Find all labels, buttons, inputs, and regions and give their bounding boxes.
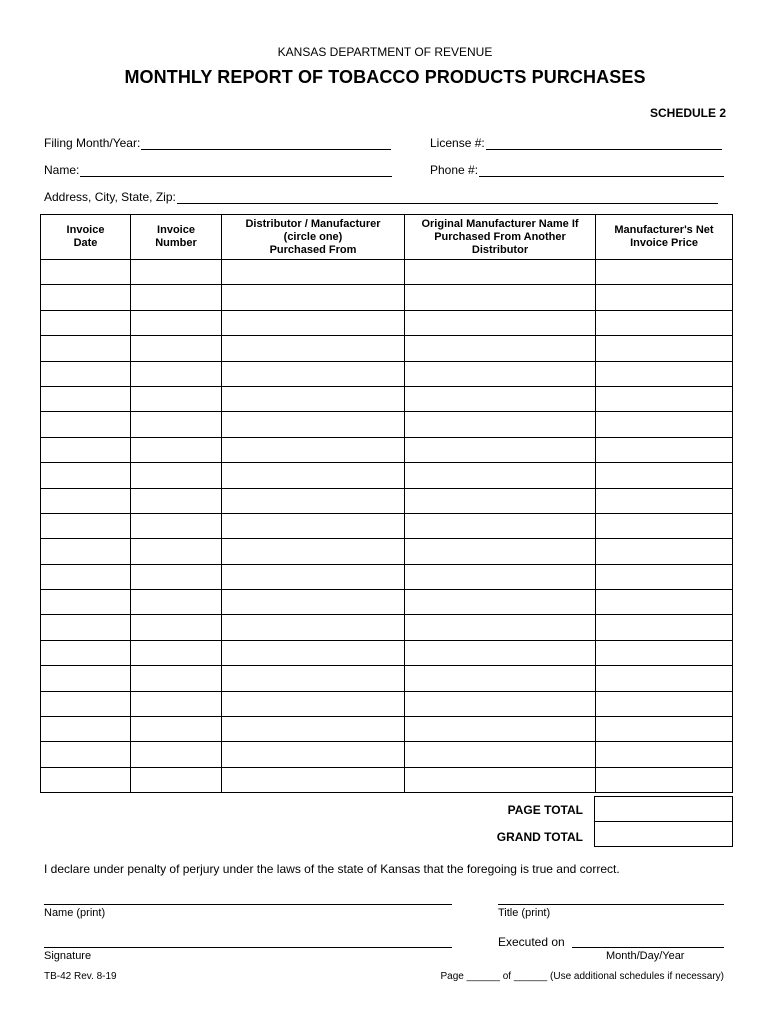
license-label: License #: bbox=[430, 136, 485, 150]
cell-distributor-manufacturer[interactable] bbox=[222, 463, 405, 488]
cell-distributor-manufacturer[interactable] bbox=[222, 691, 405, 716]
cell-invoice-date[interactable] bbox=[41, 361, 131, 386]
grand-total-box[interactable] bbox=[594, 821, 733, 847]
cell-invoice-number[interactable] bbox=[131, 463, 222, 488]
cell-invoice-date[interactable] bbox=[41, 539, 131, 564]
page-total-label: PAGE TOTAL bbox=[507, 803, 583, 817]
header-original-manufacturer: Original Manufacturer Name If Purchased From Another Distributor bbox=[405, 215, 596, 260]
cell-original-manufacturer[interactable] bbox=[405, 463, 596, 488]
table-header-row bbox=[41, 215, 733, 260]
phone-label: Phone #: bbox=[430, 163, 479, 177]
cell-invoice-date[interactable] bbox=[41, 615, 131, 640]
cell-distributor-manufacturer[interactable] bbox=[222, 361, 405, 386]
cell-net-invoice-price[interactable] bbox=[596, 386, 733, 411]
cell-original-manufacturer[interactable] bbox=[405, 564, 596, 589]
cell-net-invoice-price[interactable] bbox=[596, 285, 733, 310]
page-note: Page ______ of ______ (Use additional schedules if necessary) bbox=[440, 971, 724, 982]
cell-distributor-manufacturer[interactable] bbox=[222, 539, 405, 564]
cell-distributor-manufacturer[interactable] bbox=[222, 640, 405, 665]
table-row bbox=[41, 666, 733, 691]
cell-invoice-date[interactable] bbox=[41, 564, 131, 589]
form-id: TB-42 Rev. 8-19 bbox=[44, 971, 117, 982]
cell-distributor-manufacturer[interactable] bbox=[222, 386, 405, 411]
cell-original-manufacturer[interactable] bbox=[405, 285, 596, 310]
header-net-invoice-price: Manufacturer's Net Invoice Price bbox=[596, 215, 733, 260]
cell-distributor-manufacturer[interactable] bbox=[222, 336, 405, 361]
cell-distributor-manufacturer[interactable] bbox=[222, 564, 405, 589]
table-row bbox=[41, 742, 733, 767]
filing-month-year-line[interactable] bbox=[141, 137, 391, 150]
cell-invoice-date[interactable] bbox=[41, 260, 131, 285]
cell-original-manufacturer[interactable] bbox=[405, 539, 596, 564]
table-row bbox=[41, 488, 733, 513]
cell-invoice-number[interactable] bbox=[131, 513, 222, 538]
signature-line[interactable] bbox=[44, 947, 452, 948]
table-row bbox=[41, 539, 733, 564]
cell-invoice-date[interactable] bbox=[41, 336, 131, 361]
name-label: Name: bbox=[44, 163, 80, 177]
phone-field[interactable] bbox=[430, 163, 724, 177]
table-row bbox=[41, 361, 733, 386]
signature-label: Signature bbox=[44, 950, 92, 962]
cell-original-manufacturer[interactable] bbox=[405, 717, 596, 742]
cell-invoice-number[interactable] bbox=[131, 666, 222, 691]
address-label: Address, City, State, Zip: bbox=[44, 190, 176, 204]
cell-net-invoice-price[interactable] bbox=[596, 412, 733, 437]
cell-invoice-number[interactable] bbox=[131, 260, 222, 285]
cell-distributor-manufacturer[interactable] bbox=[222, 437, 405, 462]
cell-invoice-number[interactable] bbox=[131, 590, 222, 615]
cell-invoice-date[interactable] bbox=[41, 488, 131, 513]
address-field[interactable] bbox=[44, 190, 718, 204]
cell-invoice-date[interactable] bbox=[41, 463, 131, 488]
cell-net-invoice-price[interactable] bbox=[596, 361, 733, 386]
cell-net-invoice-price[interactable] bbox=[596, 513, 733, 538]
table-row bbox=[41, 691, 733, 716]
header-distributor-manufacturer: Distributor / Manufacturer (circle one) Purchased From bbox=[222, 215, 405, 260]
cell-invoice-number[interactable] bbox=[131, 412, 222, 437]
cell-original-manufacturer[interactable] bbox=[405, 513, 596, 538]
cell-invoice-date[interactable] bbox=[41, 691, 131, 716]
cell-net-invoice-price[interactable] bbox=[596, 590, 733, 615]
cell-net-invoice-price[interactable] bbox=[596, 539, 733, 564]
purchases-table bbox=[40, 214, 733, 793]
filing-month-year-field[interactable] bbox=[44, 136, 391, 150]
cell-distributor-manufacturer[interactable] bbox=[222, 666, 405, 691]
cell-distributor-manufacturer[interactable] bbox=[222, 513, 405, 538]
agency-name: KANSAS DEPARTMENT OF REVENUE bbox=[277, 45, 493, 59]
cell-net-invoice-price[interactable] bbox=[596, 488, 733, 513]
cell-original-manufacturer[interactable] bbox=[405, 666, 596, 691]
cell-original-manufacturer[interactable] bbox=[405, 412, 596, 437]
cell-net-invoice-price[interactable] bbox=[596, 717, 733, 742]
cell-distributor-manufacturer[interactable] bbox=[222, 488, 405, 513]
cell-original-manufacturer[interactable] bbox=[405, 260, 596, 285]
name-print-line[interactable] bbox=[44, 904, 452, 905]
cell-invoice-number[interactable] bbox=[131, 717, 222, 742]
cell-original-manufacturer[interactable] bbox=[405, 386, 596, 411]
address-line[interactable] bbox=[177, 191, 718, 204]
cell-net-invoice-price[interactable] bbox=[596, 336, 733, 361]
header-invoice-date: Invoice Date bbox=[41, 215, 131, 260]
cell-original-manufacturer[interactable] bbox=[405, 742, 596, 767]
table-row bbox=[41, 310, 733, 335]
table-row bbox=[41, 285, 733, 310]
table-row bbox=[41, 615, 733, 640]
cell-original-manufacturer[interactable] bbox=[405, 691, 596, 716]
cell-invoice-number[interactable] bbox=[131, 437, 222, 462]
page-total-box[interactable] bbox=[594, 796, 733, 822]
table-row bbox=[41, 767, 733, 792]
table-row bbox=[41, 386, 733, 411]
cell-original-manufacturer[interactable] bbox=[405, 310, 596, 335]
table-row bbox=[41, 463, 733, 488]
cell-original-manufacturer[interactable] bbox=[405, 590, 596, 615]
cell-invoice-date[interactable] bbox=[41, 285, 131, 310]
cell-net-invoice-price[interactable] bbox=[596, 564, 733, 589]
cell-invoice-number[interactable] bbox=[131, 640, 222, 665]
cell-net-invoice-price[interactable] bbox=[596, 310, 733, 335]
cell-invoice-date[interactable] bbox=[41, 386, 131, 411]
cell-invoice-date[interactable] bbox=[41, 590, 131, 615]
cell-distributor-manufacturer[interactable] bbox=[222, 742, 405, 767]
title-print-label: Title (print) bbox=[498, 907, 551, 919]
cell-invoice-date[interactable] bbox=[41, 437, 131, 462]
filing-month-year-label: Filing Month/Year: bbox=[44, 136, 141, 150]
table-row bbox=[41, 640, 733, 665]
cell-invoice-number[interactable] bbox=[131, 310, 222, 335]
cell-net-invoice-price[interactable] bbox=[596, 437, 733, 462]
header-invoice-number: Invoice Number bbox=[131, 215, 222, 260]
cell-invoice-number[interactable] bbox=[131, 361, 222, 386]
table-row bbox=[41, 564, 733, 589]
cell-distributor-manufacturer[interactable] bbox=[222, 412, 405, 437]
cell-invoice-date[interactable] bbox=[41, 666, 131, 691]
schedule-label: SCHEDULE 2 bbox=[649, 106, 726, 120]
cell-net-invoice-price[interactable] bbox=[596, 691, 733, 716]
executed-on-label: Executed on bbox=[498, 935, 565, 949]
cell-invoice-number[interactable] bbox=[131, 386, 222, 411]
table-row bbox=[41, 412, 733, 437]
cell-invoice-date[interactable] bbox=[41, 412, 131, 437]
cell-invoice-number[interactable] bbox=[131, 767, 222, 792]
cell-net-invoice-price[interactable] bbox=[596, 742, 733, 767]
cell-invoice-number[interactable] bbox=[131, 691, 222, 716]
cell-invoice-number[interactable] bbox=[131, 539, 222, 564]
table-row bbox=[41, 336, 733, 361]
cell-original-manufacturer[interactable] bbox=[405, 437, 596, 462]
cell-invoice-date[interactable] bbox=[41, 717, 131, 742]
name-field[interactable] bbox=[44, 163, 392, 177]
name-print-label: Name (print) bbox=[44, 907, 106, 919]
form-title: MONTHLY REPORT OF TOBACCO PRODUCTS PURCHASES bbox=[124, 67, 646, 87]
table-row bbox=[41, 590, 733, 615]
executed-date-line[interactable] bbox=[572, 947, 724, 948]
cell-distributor-manufacturer[interactable] bbox=[222, 767, 405, 792]
cell-net-invoice-price[interactable] bbox=[596, 463, 733, 488]
license-line[interactable] bbox=[486, 137, 722, 150]
cell-net-invoice-price[interactable] bbox=[596, 666, 733, 691]
cell-distributor-manufacturer[interactable] bbox=[222, 717, 405, 742]
cell-distributor-manufacturer[interactable] bbox=[222, 285, 405, 310]
cell-invoice-number[interactable] bbox=[131, 488, 222, 513]
grand-total-label: GRAND TOTAL bbox=[496, 830, 583, 844]
cell-original-manufacturer[interactable] bbox=[405, 488, 596, 513]
cell-original-manufacturer[interactable] bbox=[405, 767, 596, 792]
cell-invoice-date[interactable] bbox=[41, 310, 131, 335]
cell-invoice-number[interactable] bbox=[131, 564, 222, 589]
declaration-text: I declare under penalty of perjury under the laws of the state of Kansas that the foregoing is true and correct. bbox=[44, 862, 620, 876]
date-format-label: Month/Day/Year bbox=[606, 950, 685, 962]
cell-original-manufacturer[interactable] bbox=[405, 336, 596, 361]
name-line[interactable] bbox=[80, 164, 392, 177]
cell-distributor-manufacturer[interactable] bbox=[222, 310, 405, 335]
cell-invoice-number[interactable] bbox=[131, 742, 222, 767]
cell-original-manufacturer[interactable] bbox=[405, 361, 596, 386]
table-row bbox=[41, 260, 733, 285]
phone-line[interactable] bbox=[479, 164, 724, 177]
cell-invoice-date[interactable] bbox=[41, 513, 131, 538]
cell-invoice-number[interactable] bbox=[131, 285, 222, 310]
license-field[interactable] bbox=[430, 136, 722, 150]
cell-distributor-manufacturer[interactable] bbox=[222, 590, 405, 615]
cell-invoice-date[interactable] bbox=[41, 640, 131, 665]
cell-distributor-manufacturer[interactable] bbox=[222, 260, 405, 285]
cell-invoice-number[interactable] bbox=[131, 615, 222, 640]
cell-invoice-number[interactable] bbox=[131, 336, 222, 361]
table-row bbox=[41, 513, 733, 538]
cell-net-invoice-price[interactable] bbox=[596, 767, 733, 792]
title-print-line[interactable] bbox=[498, 904, 724, 905]
cell-invoice-date[interactable] bbox=[41, 742, 131, 767]
cell-net-invoice-price[interactable] bbox=[596, 260, 733, 285]
table-row bbox=[41, 437, 733, 462]
cell-net-invoice-price[interactable] bbox=[596, 640, 733, 665]
table-row bbox=[41, 717, 733, 742]
cell-original-manufacturer[interactable] bbox=[405, 640, 596, 665]
cell-distributor-manufacturer[interactable] bbox=[222, 615, 405, 640]
cell-invoice-date[interactable] bbox=[41, 767, 131, 792]
cell-original-manufacturer[interactable] bbox=[405, 615, 596, 640]
cell-net-invoice-price[interactable] bbox=[596, 615, 733, 640]
